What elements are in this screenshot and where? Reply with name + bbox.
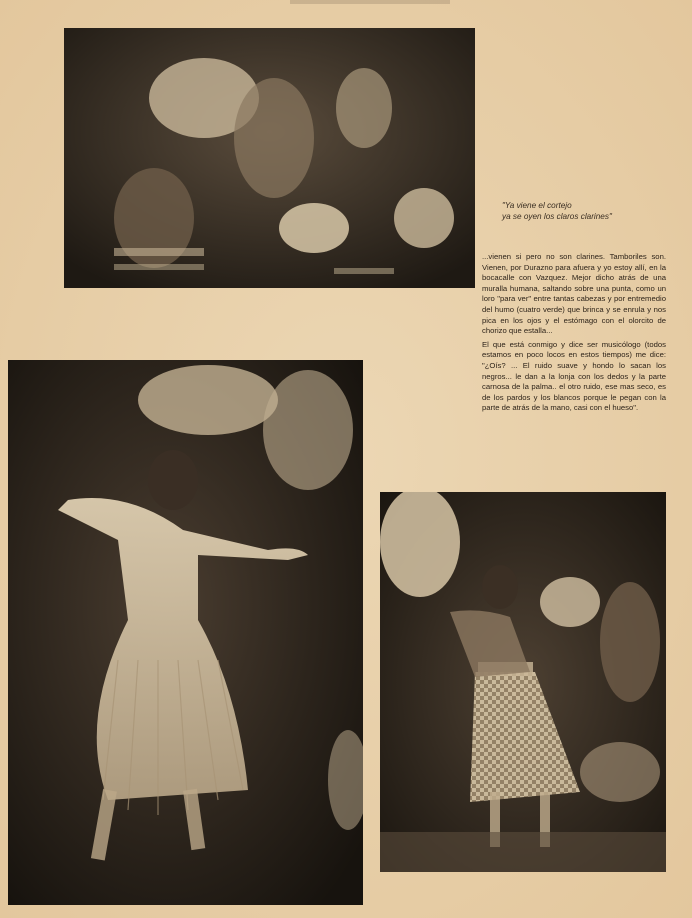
photo-drummers-procession	[64, 28, 475, 288]
caption-line-2: ya se oyen los claros clarines"	[502, 212, 612, 221]
photo-checked-skirt-dancer	[380, 492, 666, 872]
article-body	[482, 252, 666, 417]
top-edge-mark	[290, 0, 450, 4]
article-paragraph-1: ...vienen si pero no son clarines. Tamboriles son. Vienen, por Durazno para afuera y yo estoy allí, en la bocacalle con Vazquez. Mejor dicho atrás de una muralla humana, saltando sobre una punta, como un loro "para ver" entre tantas cabezas y por entremedio del humo (cuatro verde) que brinca y se enrula y nos pica en los ojos y el estómago con el olorcito de chorizo que estalla...	[482, 252, 666, 336]
photo-fringe-dancer	[8, 360, 363, 905]
photo-caption	[502, 200, 662, 222]
caption-line-1: "Ya viene el cortejo	[502, 201, 572, 210]
article-paragraph-2: El que está conmigo y dice ser musicólogo (todos estamos en poco locos en estos tiempos) me dice: "¿Oís? ... El ruido suave y hondo lo sacan los negros... le dan a la lonja con los dedos y la parte carnosa de la palma.. el otro ruido, ese mas seco, es de los pardos y los blancos porque le pegan con la parte de atrás de la mano, casi con el hueso".	[482, 339, 666, 413]
